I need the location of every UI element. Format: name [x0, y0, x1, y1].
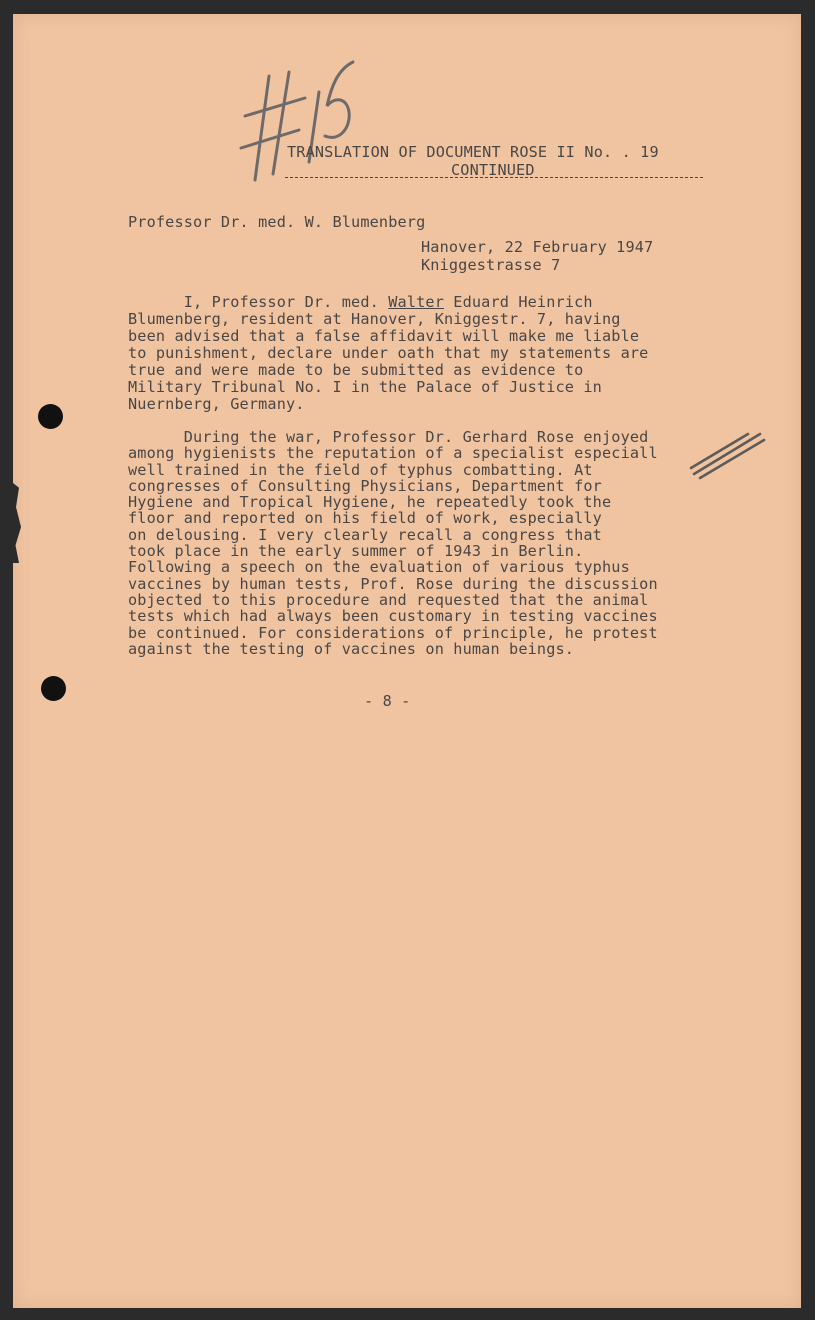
- punch-hole-upper: [38, 404, 63, 429]
- page-number: - 8 -: [364, 692, 411, 710]
- document-header-line2: CONTINUED: [451, 161, 535, 179]
- underlined-first-name: Walter: [388, 293, 444, 311]
- address-city-date: Hanover, 22 February 1947: [421, 238, 654, 256]
- header-rule: [285, 177, 703, 178]
- document-page: [13, 14, 801, 1308]
- punch-hole-lower: [41, 676, 66, 701]
- affidavit-paragraph: I, Professor Dr. med. Walter Eduard Heinrich Blumenberg, resident at Hanover, Kniggestr. 7, having been advised that a false affidavit will make me liable to punishment, declare under oath that my statements are true and were made to be submitted as evidence to Military Tribunal No. I in the Palace of Justice in Nuernberg, Germany.: [128, 293, 649, 413]
- document-header-line1: TRANSLATION OF DOCUMENT ROSE II No. . 19: [287, 143, 659, 161]
- handwritten-number-note: [235, 54, 365, 184]
- address-street: Kniggestrasse 7: [421, 256, 561, 274]
- author-name: Professor Dr. med. W. Blumenberg: [128, 213, 426, 231]
- statement-paragraph: During the war, Professor Dr. Gerhard Rose enjoyed among hygienists the reputation of a specialist especiall well trained in the field of typhus combatting. At congresses of Consulting Physicians, Department for Hygiene and Tropical Hygiene, he repeatedly took the floor and reported on his field of work, especially on delousing. I very clearly recall a congress that took place in the early summer of 1943 in Berlin. Following a speech on the evaluation of various typhus vaccines by human tests, Prof. Rose during the discussion objected to this procedure and requested that the animal tests which had always been customary in testing vaccines be continued. For considerations of principle, he protest against the testing of vaccines on human beings.: [128, 428, 658, 658]
- pencil-margin-mark: [688, 428, 768, 480]
